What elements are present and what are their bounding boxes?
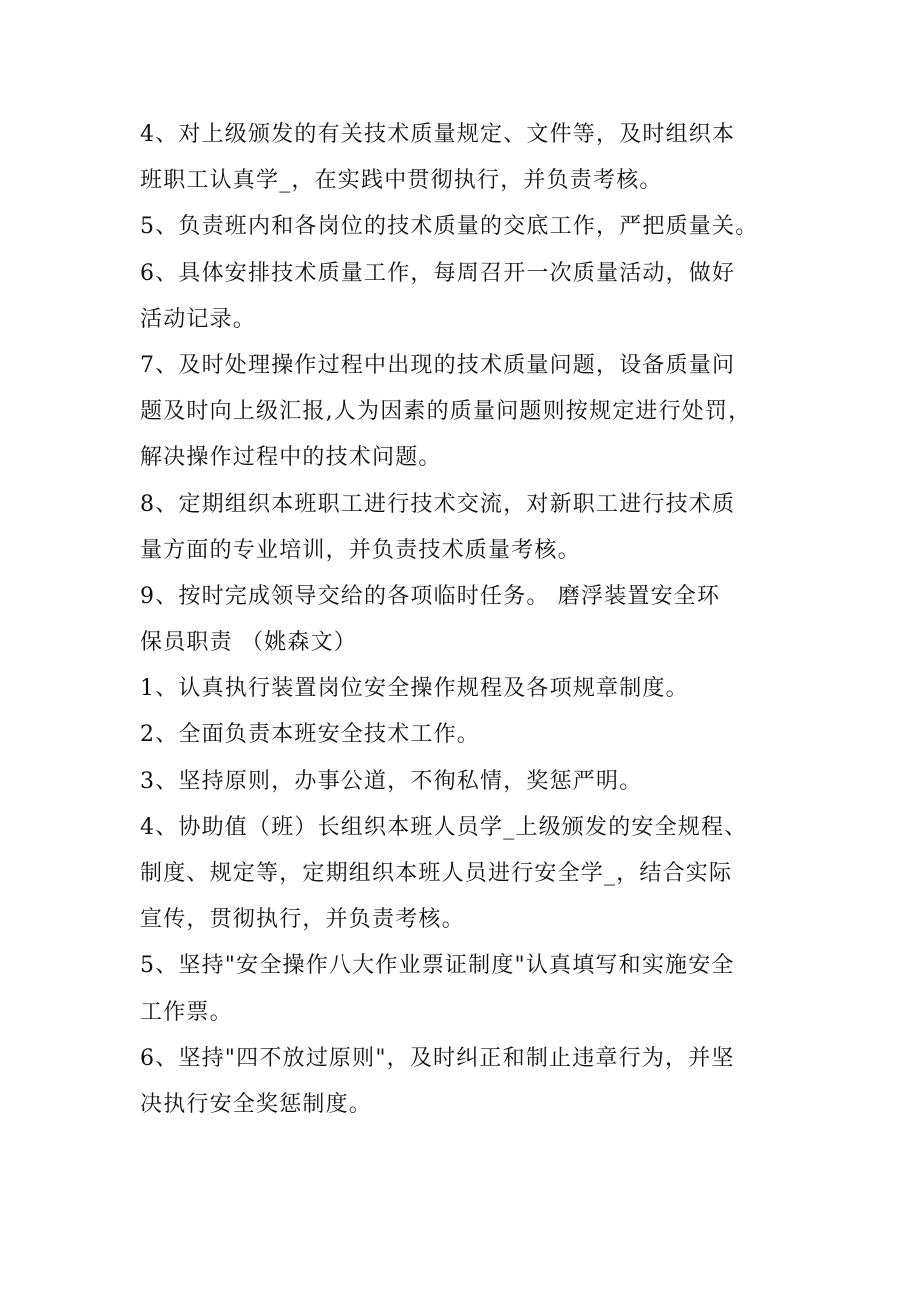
text-line: 4、协助值（班）长组织本班人员学_上级颁发的安全规程、 [140,814,748,840]
text-line: 班职工认真学_，在实践中贯彻执行，并负责考核。 [140,168,663,194]
text-line: 宣传，贯彻执行，并负责考核。 [140,907,465,933]
text-line: 5、坚持"安全操作八大作业票证制度"认真填写和实施安全 [140,953,735,979]
text-line: 题及时向上级汇报,人为因素的质量问题则按规定进行处罚， [140,399,752,425]
text-line: 决执行安全奖惩制度。 [140,1091,373,1117]
text-line: 量方面的专业培训，并负责技术质量考核。 [140,537,581,563]
text-line: 6、具体安排技术质量工作，每周召开一次质量活动，做好 [140,260,736,286]
text-line: 4、对上级颁发的有关技术质量规定、文件等，及时组织本 [140,122,736,147]
text-line: 制度、规定等，定期组织本班人员进行安全学_，结合实际 [140,861,733,886]
text-line: 6、坚持"四不放过原则"，及时纠正和制止违章行为，并坚 [140,1045,735,1071]
text-line: 解决操作过程中的技术问题。 [140,445,442,471]
text-line: 8、定期组织本班职工进行技术交流，对新职工进行技术质 [140,491,736,517]
text-line: 7、及时处理操作过程中出现的技术质量问题，设备质量问 [140,352,736,378]
text-line: 9、按时完成领导交给的各项临时任务。 磨浮装置安全环 [140,583,721,609]
text-line: 工作票。 [140,999,233,1025]
document-body [140,112,800,1128]
text-line: 保员职责 （姚森文） [140,630,357,656]
text-line: 1、认真执行装置岗位安全操作规程及各项规章制度。 [140,676,689,702]
text-line: 2、全面负责本班安全技术工作。 [140,722,480,748]
text-line: 活动记录。 [140,306,257,332]
text-line: 5、负责班内和各岗位的技术质量的交底工作，严把质量关。 [140,214,759,240]
text-line: 3、坚持原则，办事公道，不徇私情，奖惩严明。 [140,768,643,794]
